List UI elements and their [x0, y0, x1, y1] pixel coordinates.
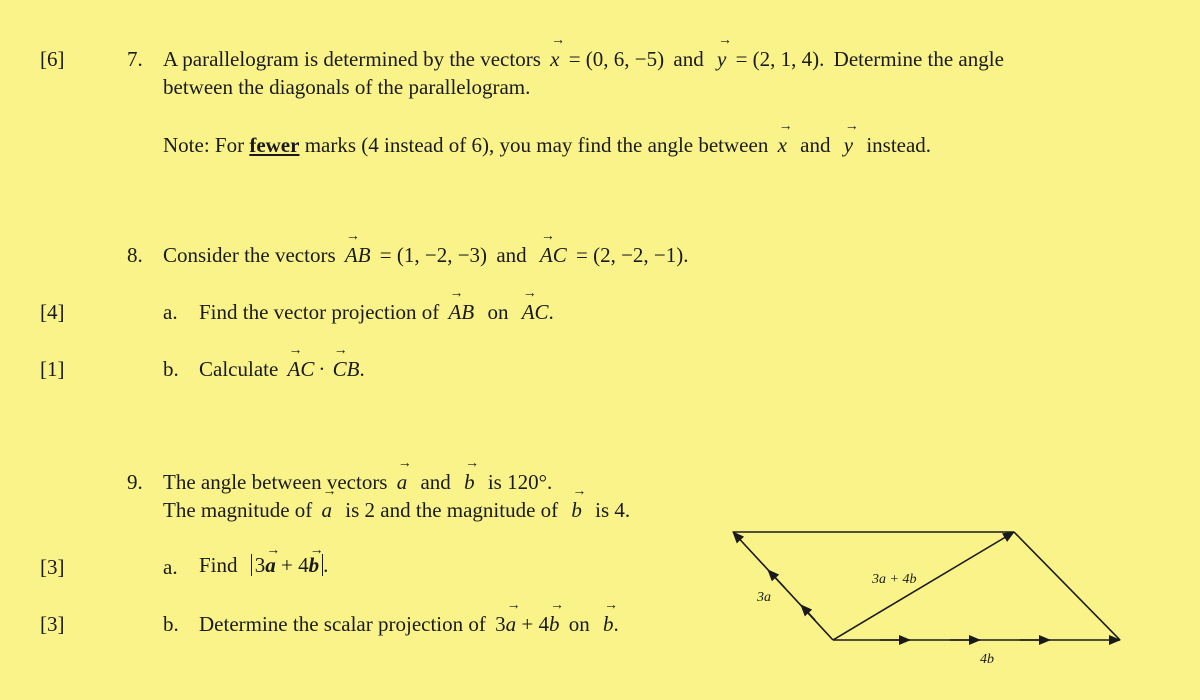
vector-sum-diagonal	[833, 532, 1014, 640]
q9b-marks: [3]	[40, 612, 65, 636]
q7-note-text-b: marks (4 instead of 6), you may find the angle between	[304, 133, 769, 157]
q8b-label: b.	[163, 357, 179, 381]
q9-and: and	[420, 470, 451, 494]
q7-number: 7.	[127, 47, 143, 71]
label-sum: 3a + 4b	[872, 572, 917, 587]
q9a-expr-plus: + 4	[275, 553, 309, 577]
note-vector-y: y →	[844, 133, 853, 158]
q8b-vector-ac: AC →	[288, 357, 315, 382]
q9b-end: .	[613, 612, 619, 636]
q8-ab-value: = (1, −2, −3)	[379, 243, 488, 267]
q9-line1-text-a: The angle between vectors	[163, 470, 388, 494]
q7-note-and: and	[800, 133, 831, 157]
q9-line2-text-c: is 4.	[595, 498, 631, 522]
q7-note-text-c: instead.	[866, 133, 932, 157]
vector-3a-arrow-mid2	[801, 605, 815, 620]
q9a-expr-vector-b: b →	[309, 554, 320, 576]
q9-number: 9.	[127, 470, 143, 494]
q9b-expr-coef-3: 3	[495, 612, 506, 636]
q8a-on: on	[487, 300, 509, 324]
vector-y: y →	[717, 47, 726, 72]
q9a-expr-coef-3: 3	[254, 553, 266, 577]
q9b-vector-b: b →	[603, 612, 614, 637]
q7-line2: between the diagonals of the parallelogram.	[163, 75, 531, 99]
vector-a: a →	[397, 470, 408, 495]
q8a-vector-ab: AB →	[449, 300, 475, 325]
note-vector-x: x →	[778, 133, 787, 158]
q7-note-text-a: Note: For	[163, 133, 245, 157]
q9a-expr-vector-a: a →	[265, 554, 276, 576]
q8a-prompt: Find the vector projection of	[199, 300, 440, 324]
q7-and: and	[673, 47, 704, 71]
q7-y-value: = (2, 1, 4).	[735, 47, 825, 71]
q9-line2-vector-a: a →	[322, 498, 333, 523]
vector-b: b →	[464, 470, 475, 495]
label-4b: 4b	[980, 652, 994, 667]
label-3a: 3a	[757, 590, 771, 605]
q8-ac-value: = (2, −2, −1).	[575, 243, 689, 267]
q9-line1-text-b: is 120°.	[487, 470, 553, 494]
q7-note-emphasis: fewer	[249, 133, 300, 157]
q9a-end: .	[323, 553, 329, 577]
q9a-marks: [3]	[40, 555, 65, 579]
vector-ab: AB →	[345, 243, 371, 268]
q9b-label: b.	[163, 612, 179, 636]
q8b-prompt: Calculate	[199, 357, 279, 381]
q8b-end: .	[359, 357, 365, 381]
q8-intro-text: Consider the vectors	[163, 243, 336, 267]
q8b-dot: ·	[318, 357, 326, 381]
q9b-expr-vector-b: b →	[549, 612, 560, 637]
q9b-on: on	[568, 612, 590, 636]
q9a-prompt: Find	[199, 553, 238, 577]
q9a-label: a.	[163, 555, 178, 579]
q7-marks: [6]	[40, 47, 65, 71]
q8-number: 8.	[127, 243, 143, 267]
q9-line2-text-a: The magnitude of	[163, 498, 313, 522]
q8a-marks: [4]	[40, 300, 65, 324]
vector-3a-arrow-mid1	[768, 570, 785, 588]
vector-ac: AC →	[540, 243, 567, 268]
q7-line1-text-b: Determine the angle	[833, 47, 1004, 71]
q9b-prompt: Determine the scalar projection of	[199, 612, 486, 636]
q8b-vector-cb: CB →	[333, 357, 360, 382]
q7-x-value: = (0, 6, −5)	[568, 47, 665, 71]
vector-x: x →	[550, 47, 559, 72]
q8a-vector-ac: AC →	[522, 300, 549, 325]
q7-line1-text-a: A parallelogram is determined by the vectors	[163, 47, 541, 71]
q8a-end: .	[548, 300, 554, 324]
q9b-expr-vector-a: a →	[506, 612, 517, 637]
q9b-expr-plus: + 4	[516, 612, 549, 636]
q8b-marks: [1]	[40, 357, 65, 381]
parallelogram-right-edge	[1014, 532, 1120, 640]
q9-line2-text-b: is 2 and the magnitude of	[345, 498, 559, 522]
q9-line2-vector-b: b →	[571, 498, 582, 523]
q8a-label: a.	[163, 300, 178, 324]
q8-and: and	[496, 243, 527, 267]
